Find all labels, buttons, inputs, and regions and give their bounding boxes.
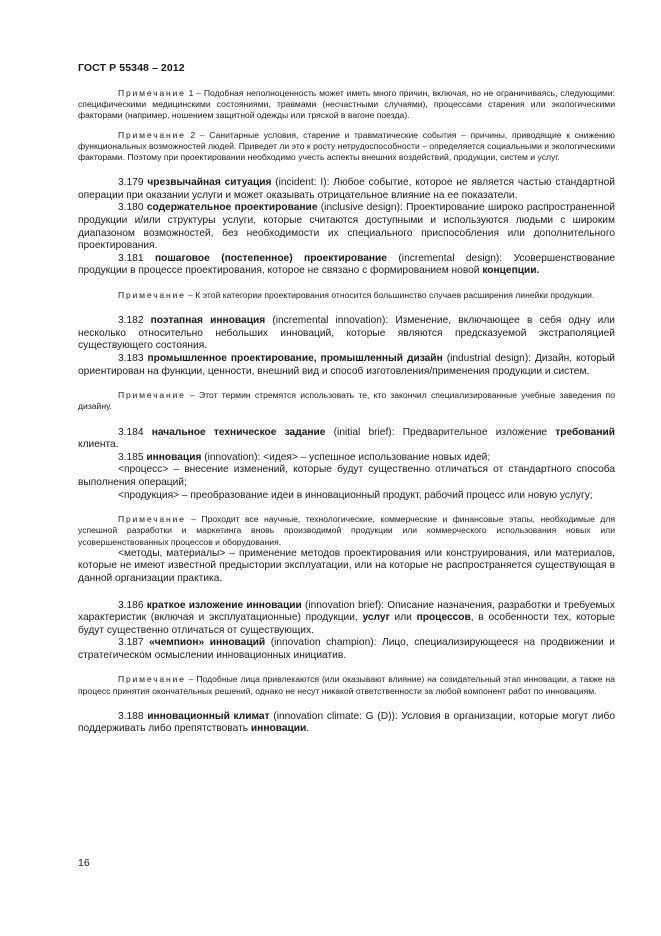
note-label: Примечание [118,390,186,401]
note-label: Примечание [118,674,186,685]
term-name: инновационный климат [147,710,270,722]
term-3-185-methods: <методы, материалы> – применение методов проектирования или конструирования, или материалов, которые не имеют известной предыстории эксплуатации, или на которые не распространяется существующая в данной организации практика. [78,547,615,584]
term-name: «чемпион» инноваций [149,637,266,649]
note-3-181: Примечание – К этой категории проектирования относится большинство случаев расширения линейки продукции. [118,289,595,300]
note-label: Примечание [118,129,186,140]
term-name: чрезвычайная ситуация [147,177,272,189]
term-3-179: 3.179 чрезвычайная ситуация (incident: I): Любое событие, которое не является частью стандартной операции при оказании услуги и может оказывать отрицательное влияние на ее показатели. [78,177,615,201]
note-label: Примечание [118,289,186,300]
note-2: Примечание 2 – Санитарные условия, старение и травматические события – причины, приводящие к снижению функциональных возможностей людей. Приведет ли это к росту нетрудоспособности – определяется социальными и экологическими факторами. Поэтому при проектировании необходимо учесть аспекты внешних воздействий, продукции, систем и услуг. [78,129,615,163]
note-3-187: Примечание – Подобные лица привлекаются (или оказывают влияние) на созидательный этап инновации, а также на процесс принятия окончательных решений, однако не несут никакой ответственности за любой компонент работ по инновациям. [78,674,615,696]
term-3-180: 3.180 содержательное проектирование (inclusive design): Проектирование широко распространенной продукции и/или структуры услуги, которые считаются доступными и используются людьми с широким диапазоном возможностей, без необходимости их специального приспособления или дополнительного проектирования. [78,202,615,252]
term-3-185: 3.185 инновация (innovation): <идея> – успешное использование новых идей; [118,451,491,463]
term-3-181: 3.181 пошаговое (постепенное) проектирование (incremental design): Усовершенствование продукции в процессе проектирования, которое не связано с формированием новой концепции. [78,252,615,277]
term-3-188: 3.188 инновационный климат (innovation climate: G (D)): Условия в организации, которые могут либо поддерживать либо препятствовать инновации. [78,710,615,735]
note-label: Примечание [118,88,186,98]
standard-header: ГОСТ Р 55348 – 2012 [78,62,185,74]
page-number: 16 [78,857,90,869]
term-name: содержательное проектирование [146,202,318,214]
term-3-183: 3.183 промышленное проектирование, промышленный дизайн (industrial design): Дизайн, который ориентирован на функции, ценности, внешний вид и способ изготовления/применения продукции и систем. [78,352,615,377]
note-3-185: Примечание – Проходит все научные, технологические, коммерческие и финансовые этапы, необходимые для успешной разработки и маркетинга вновь производимой продукции или коммерческого использования новых или усовершенствованных процессов и оборудования. [78,514,615,547]
term-3-185-process: <процесс> – внесение изменений, которые будут существенно отличаться от стандартного способа выполнения операций; [78,464,615,488]
term-3-182: 3.182 поэтапная инновация (incremental innovation): Изменение, включающее в себя одну или несколько относительно небольших инноваций, которые являются предсказуемой экстраполяцией существующего состояния. [78,315,615,352]
term-name: инновация [146,451,202,463]
term-3-185-product: <продукция> – преобразование идеи в инновационный продукт, рабочий процесс или новую услугу; [118,489,593,501]
note-1: Примечание 1 – Подобная неполноценность может иметь много причин, включая, но не ограничиваясь, следующими: специфическими медицинскими состояниями, травмами (несчастными случаями), процессами старения или экологическими факторами (например, ношением защитной одежды или тряской в вагоне поезда). [78,88,615,121]
term-3-186: 3.186 краткое изложение инновации (innovation brief): Описание назначения, разработки и требуемых характеристик (включая и эксплуатационные) продукции, услуг или процессов, в особенности тех, которые будут существенно отличаться от существующих. [78,599,615,636]
term-3-184: 3.184 начальное техническое задание (initial brief): Предварительное изложение требований клиента. [78,426,615,451]
term-name: промышленное проектирование, промышленный дизайн [147,352,443,364]
term-name: начальное техническое задание [151,426,326,438]
term-name: поэтапная инновация [150,315,266,327]
term-3-187: 3.187 «чемпион» инноваций (innovation champion): Лицо, специализирующееся на продвижении и стратегическом осмыслении инновационных инициатив. [78,637,615,661]
term-name: пошаговое (постепенное) проектирование [154,252,387,264]
note-3-183: Примечание – Этот термин стремятся использовать те, кто закончил специализированные учебные заведения по дизайну. [78,390,615,412]
note-label: Примечание [118,514,186,525]
document-body [78,88,615,736]
term-name: краткое изложение инновации [146,599,302,611]
